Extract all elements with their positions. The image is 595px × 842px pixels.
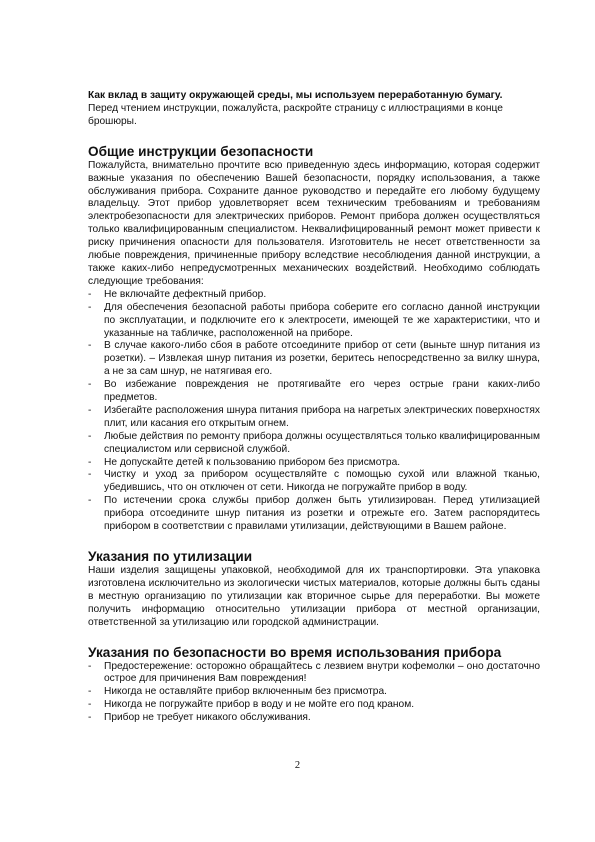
usage-list — [88, 661, 540, 726]
document-page — [88, 90, 540, 725]
list-item: - Предостережение: осторожно обращайтесь с лезвием внутри кофемолки – оно достаточно острое для причинения Вам повреждения! — [88, 660, 540, 685]
disposal-section — [88, 549, 540, 630]
list-item: - Для обеспечения безопасной работы прибора соберите его согласно данной инструкции по эксплуатации, и подключите его к электросети, имеющей те же характеристики, что и указанные на табличке, расположенной на приборе. — [88, 301, 540, 339]
list-item: - Не допускайте детей к пользованию прибором без присмотра. — [88, 456, 401, 468]
list-item: - В случае какого-либо сбоя в работе отсоедините прибор от сети (выньте шнур питания из розетки). – Извлекая шнур питания из розетки, беритесь непосредственно за вилку шнура, а не за сам шнур, не натягивая его. — [88, 340, 540, 378]
list-item: - Любые действия по ремонту прибора должны осуществляться только квалифицированным специалистом или сервисной службой. — [88, 430, 540, 455]
recycled-paper-note: Как вклад в защиту окружающей среды, мы используем переработанную бумагу. — [88, 90, 503, 101]
list-item: - Никогда не погружайте прибор в воду и не мойте его под краном. — [88, 699, 415, 711]
list-item: - Прибор не требует никакого обслуживания. — [88, 712, 311, 724]
list-item: - Во избежание повреждения не протягивайте его через острые грани каких-либо предметов. — [88, 379, 540, 404]
safety-list — [88, 289, 540, 534]
list-item: - Никогда не оставляйте прибор включенным без присмотра. — [88, 686, 387, 698]
safety-title: Общие инструкции безопасности — [88, 143, 314, 159]
usage-title: Указания по безопасности во время использования прибора — [88, 644, 502, 660]
usage-section — [88, 645, 540, 726]
illustrations-note: Перед чтением инструкции, пожалуйста, раскройте страницу с иллюстрациями в конце брошюры. — [88, 102, 503, 127]
disposal-title: Указания по утилизации — [88, 549, 253, 564]
list-item: - Избегайте расположения шнура питания прибора на нагретых электрических поверхностях плит, или касания его открытым огнем. — [88, 404, 540, 429]
page-number: 2 — [294, 760, 301, 771]
list-item: - Чистку и уход за прибором осуществляйте с помощью сухой или влажной тканью, убедившись, что он отключен от сети. Никогда не погружайте прибор в воду. — [88, 469, 540, 494]
safety-paragraph: Пожалуйста, внимательно прочтите всю приведенную здесь информацию, которая содержит важные указания по обеспечению Вашей безопасности, порядку использования, а также обслуживания прибора. Сохраните данное руководство и передайте его любому будущему владельцу. Этот прибор удовлетворяет всем техническим требованиям и требованиям электробезопасности для электрических приборов. Ремонт прибора должен осуществляться только квалифицированным специалистом. Неквалифицированный ремонт может привести к риску причинения опасности для пользователя. Изготовитель не несет ответственности за любые повреждения, причиненные прибору вследствие несоблюдения данной инструкции, а также каких-либо непредусмотренных механических воздействий. Необходимо соблюдать следующие требования: — [88, 159, 540, 287]
list-item: - Не включайте дефектный прибор. — [88, 288, 267, 300]
disposal-paragraph: Наши изделия защищены упаковкой, необходимой для их транспортировки. Эта упаковка изготовлена исключительно из экологически чистых материалов, которые должны быть сданы в местную организацию по утилизации как вторичное сырье для переработки. Вы можете получить информацию относительно утилизации прибора от местной организации, ответственной за утилизацию или городской администрации. — [88, 565, 540, 628]
safety-section — [88, 144, 540, 534]
list-item: - По истечении срока службы прибор должен быть утилизирован. Перед утилизацией прибора отсоедините шнур питания из розетки и отрежьте его. Затем распорядитесь прибором в соответствии с правилами утилизации, действующими в Вашем районе. — [88, 495, 540, 533]
